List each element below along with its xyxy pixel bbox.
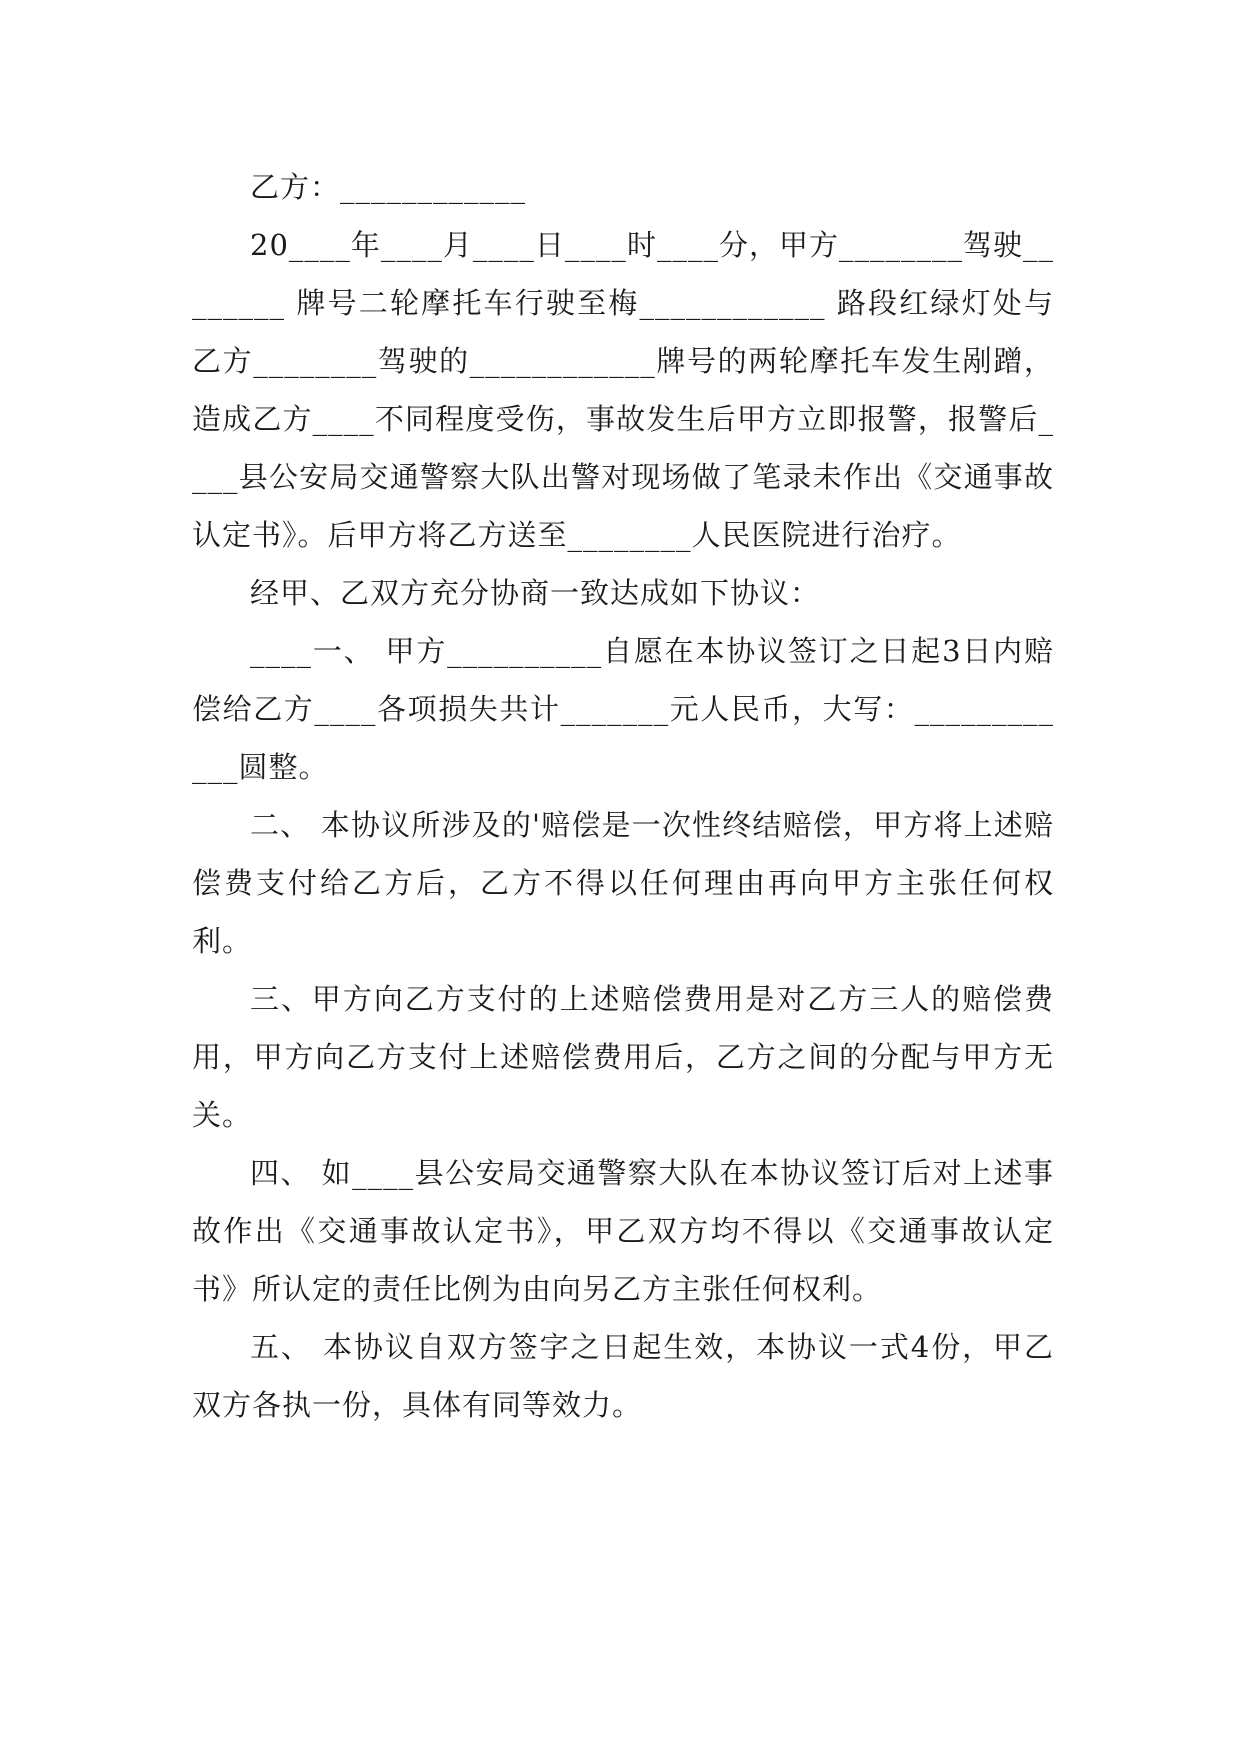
clause-four-paragraph: 四、 如____县公安局交通警察大队在本协议签订后对上述事故作出《交通事故认定书》，甲乙双方均不得以《交通事故认定书》所认定的责任比例为由向另乙方主张任何权利。 xyxy=(192,1156,1054,1306)
clause-five-paragraph: 五、 本协议自双方签字之日起生效，本协议一式4份，甲乙双方各执一份，具体有同等效力。 xyxy=(192,1330,1054,1422)
clause-two-paragraph: 二、 本协议所涉及的'赔偿是一次性终结赔偿，甲方将上述赔偿费支付给乙方后，乙方不得以任何理由再向甲方主张任何权利。 xyxy=(192,808,1054,958)
clause-one-paragraph: ____一、 甲方__________自愿在本协议签订之日起3日内赔偿给乙方____各项损失共计_______元人民币，大写：____________圆整。 xyxy=(192,634,1054,784)
agreement-intro-paragraph: 经甲、乙双方充分协商一致达成如下协议： xyxy=(250,576,821,610)
accident-description-paragraph: 20____年____月____日____时____分，甲方________驾驶________ 牌号二轮摩托车行驶至梅____________ 路段红绿灯处与乙方________驾驶的____________牌号的两轮摩托车发生剐蹭，造成乙方____不同程度受伤，事故发生后甲方立即报警，报警后____县公安局交通警察大队出警对现场做了笔录未作出《交通事故认定书》。后甲方将乙方送至________人民医院进行治疗。 xyxy=(192,228,1054,552)
clause-three-paragraph: 三、甲方向乙方支付的上述赔偿费用是对乙方三人的赔偿费用，甲方向乙方支付上述赔偿费用后，乙方之间的分配与甲方无关。 xyxy=(192,982,1054,1132)
party-b-line: 乙方：____________ xyxy=(250,170,527,204)
document-body xyxy=(192,158,1054,1434)
